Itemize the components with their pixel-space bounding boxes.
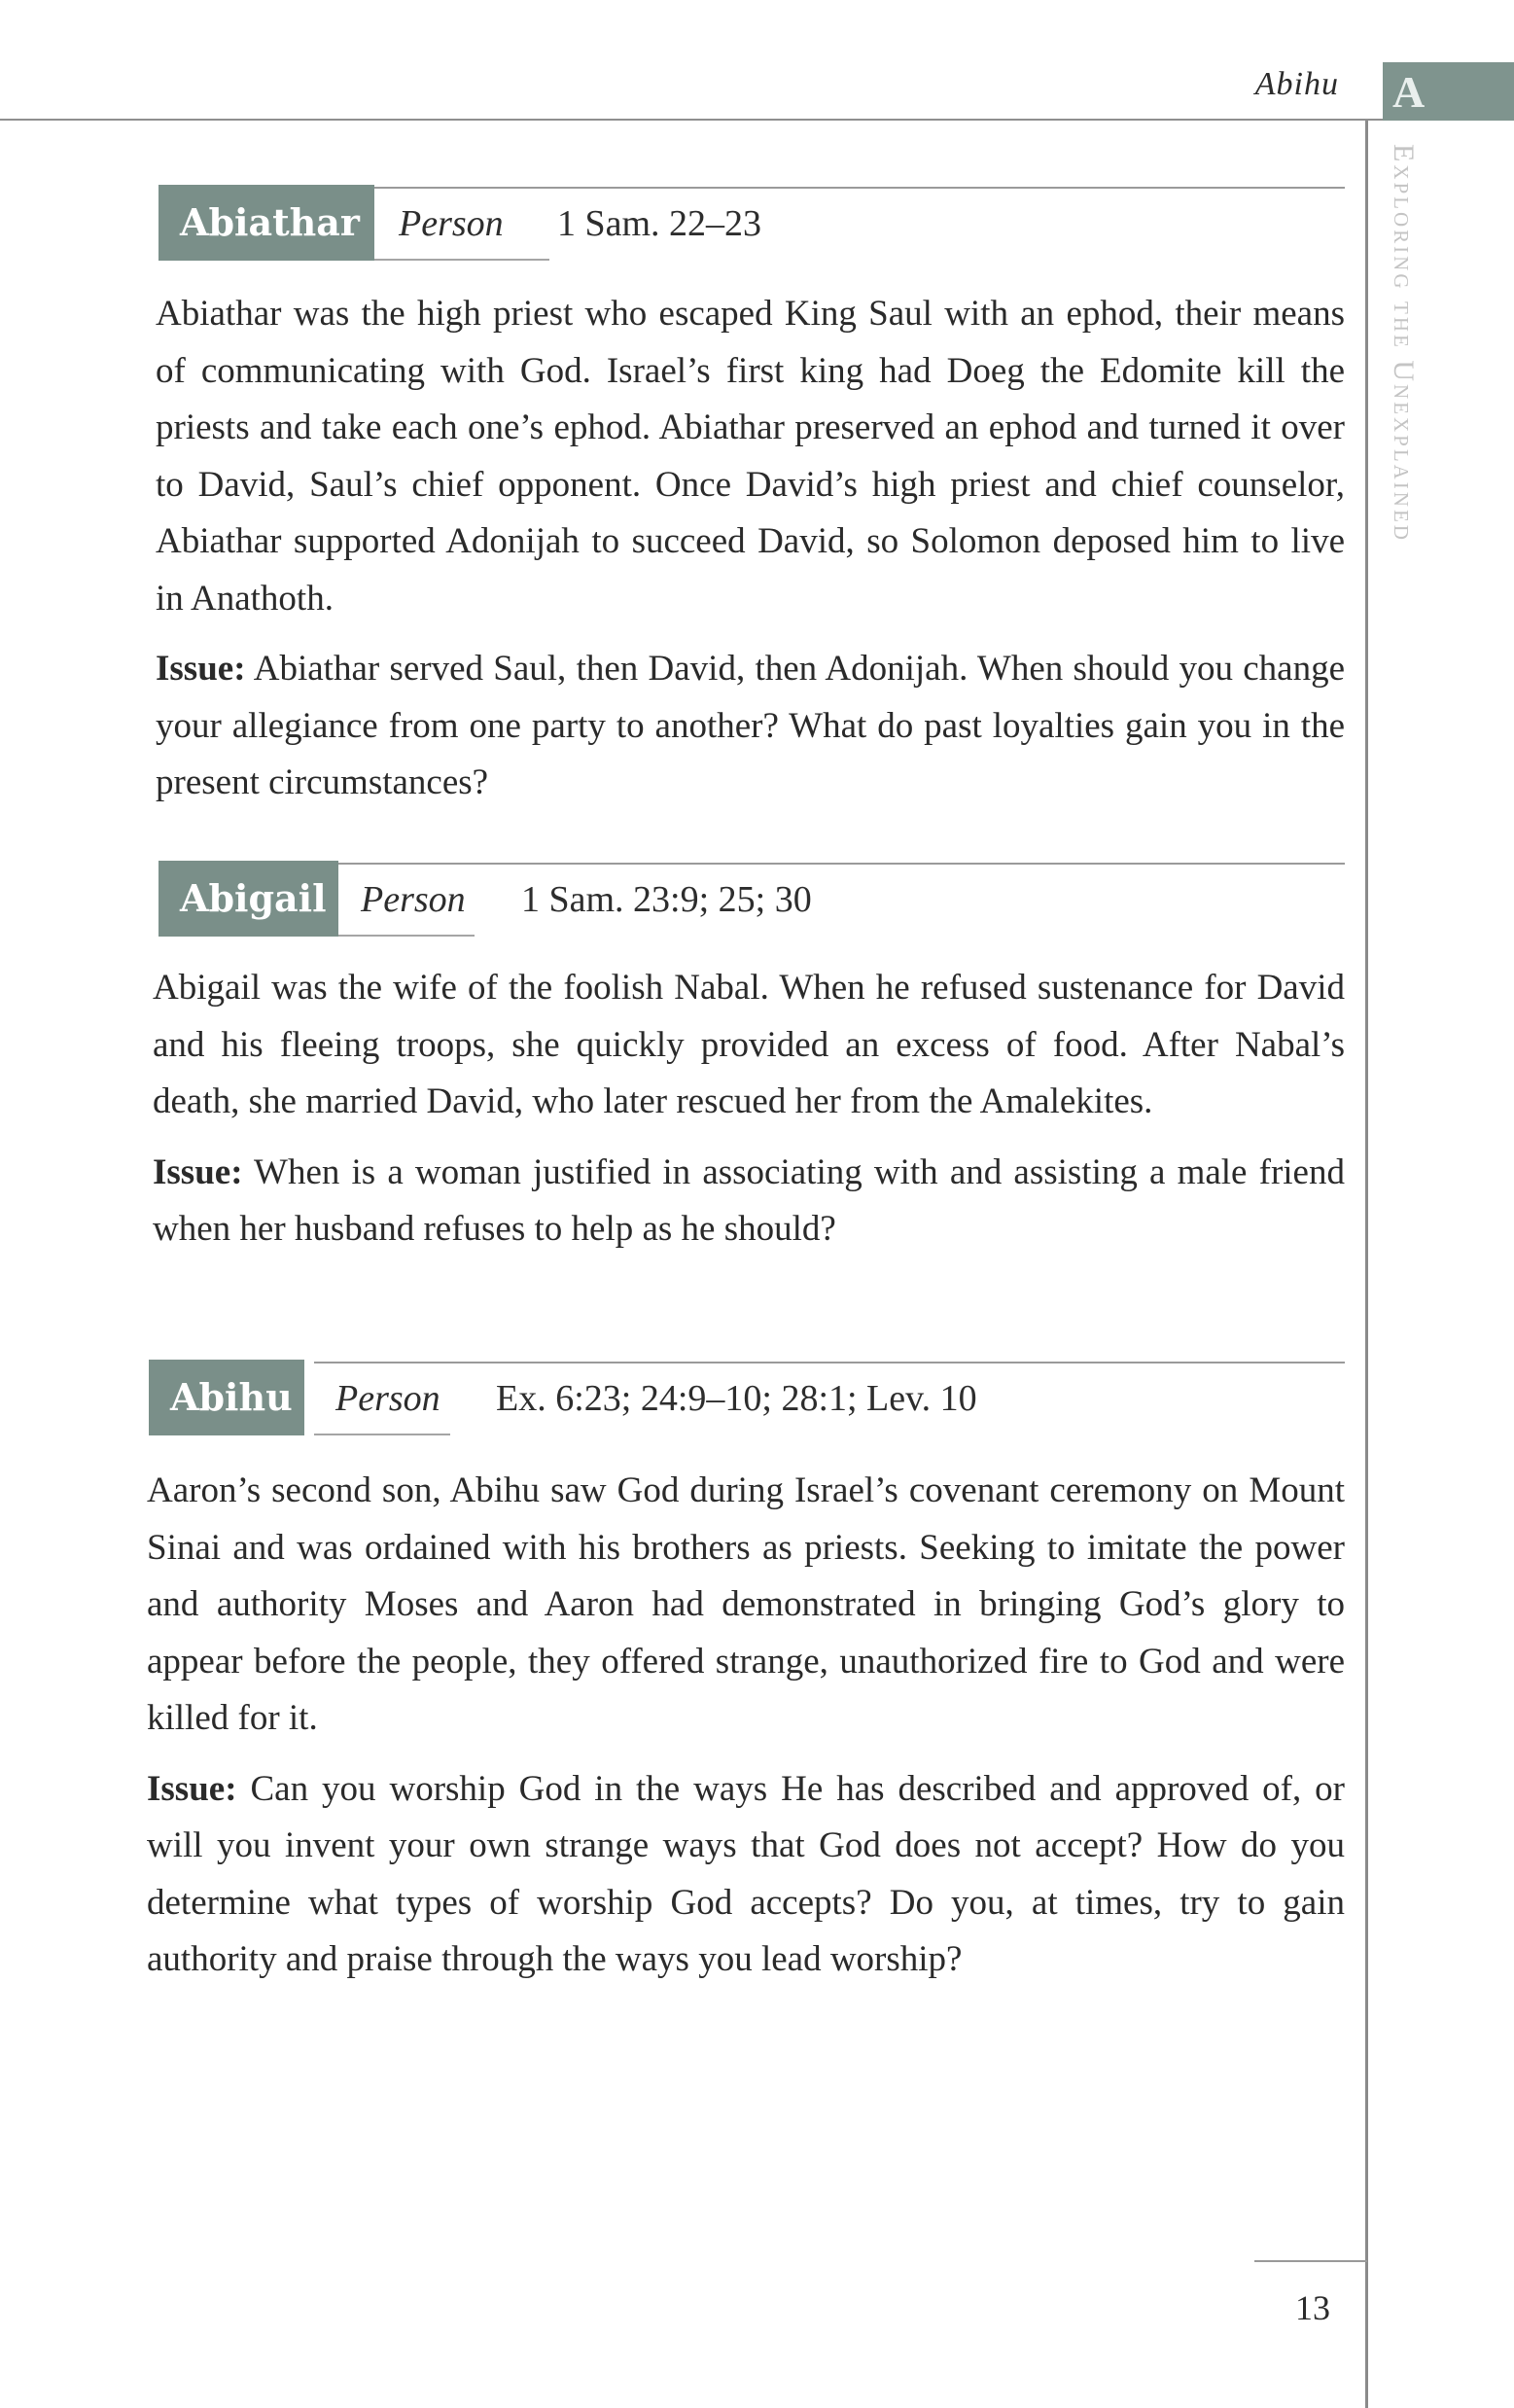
entry-header — [149, 861, 1345, 938]
entry-abihu — [149, 1360, 1345, 1989]
entry-abiathar — [149, 185, 1345, 812]
footer-rule — [1254, 2260, 1367, 2262]
entry-name-label: Abihu — [149, 1360, 304, 1435]
entry-type: Person — [361, 879, 466, 920]
issue-label: Issue: — [147, 1768, 237, 1809]
entry-top-rule — [338, 863, 1345, 865]
entry-top-rule — [374, 187, 1345, 189]
entry-reference: Ex. 6:23; 24:9–10; 28:1; Lev. 10 — [496, 1378, 977, 1419]
header-rule — [0, 119, 1383, 121]
issue-text: Abiathar served Saul, then David, then Adonijah. When should you change your allegiance from one party to another? What do past loyalties gain you in the present circumstances? — [156, 649, 1345, 802]
entry-reference: 1 Sam. 22–23 — [557, 203, 762, 244]
entry-issue — [156, 641, 1345, 812]
entry-name-label: Abiathar — [158, 185, 374, 261]
entry-body: Abigail was the wife of the foolish Nabal. When he refused sustenance for David and his fleeing troops, she quickly provided an excess of food. After Nabal’s death, she married David, who later rescued her from the Amalekites. — [153, 968, 1345, 1121]
entry-type: Person — [335, 1378, 440, 1419]
book-title-vertical: Exploring the Unexplained — [1388, 144, 1420, 543]
running-head: Abihu — [1254, 66, 1339, 102]
entry-type: Person — [399, 203, 504, 244]
entry-issue — [147, 1761, 1345, 1989]
entry-name-label: Abigail — [158, 861, 338, 937]
entry-header — [149, 1360, 1345, 1437]
side-rule — [1365, 121, 1368, 2408]
issue-text: Can you worship God in the ways He has described and approved of, or will you invent your own strange ways that God does not accept? How do you determine what types of worship God accepts? Do you, at times, try to gain authority and praise through the ways you lead worship? — [147, 1768, 1346, 1979]
section-letter: A — [1392, 67, 1426, 117]
entry-bottom-rule — [338, 935, 475, 937]
entry-body: Aaron’s second son, Abihu saw God during Israel’s covenant ceremony on Mount Sinai and was ordained with his brothers as priests. Seeking to imitate the power and authority Moses and Aaron had demonstrated in bringing God’s glory to appear before the people, they offered strange, unauthorized fire to God and were killed for it. — [147, 1470, 1345, 1738]
page-number: 13 — [1295, 2288, 1330, 2327]
entry-bottom-rule — [314, 1434, 450, 1435]
issue-label: Issue: — [156, 649, 246, 689]
entry-issue — [153, 1145, 1345, 1258]
entry-body: Abiathar was the high priest who escaped King Saul with an ephod, their means of communicating with God. Israel’s first king had Doeg the Edomite kill the priests and take each one’s ephod. Abiathar preserved an ephod and turned it over to David, Saul’s chief opponent. Once David’s high priest and chief counselor, Abiathar supported Adonijah to succeed David, so Solomon deposed him to live in Anathoth. — [156, 294, 1345, 619]
entry-abigail — [149, 861, 1345, 1258]
entry-top-rule — [314, 1362, 1345, 1363]
issue-text: When is a woman justified in associating with and assisting a male friend when her husband refuses to help as he should? — [153, 1151, 1345, 1249]
entry-bottom-rule — [374, 259, 549, 261]
section-tab — [1383, 62, 1514, 121]
entry-header — [149, 185, 1345, 263]
entry-reference: 1 Sam. 23:9; 25; 30 — [521, 879, 812, 920]
issue-label: Issue: — [153, 1151, 243, 1192]
